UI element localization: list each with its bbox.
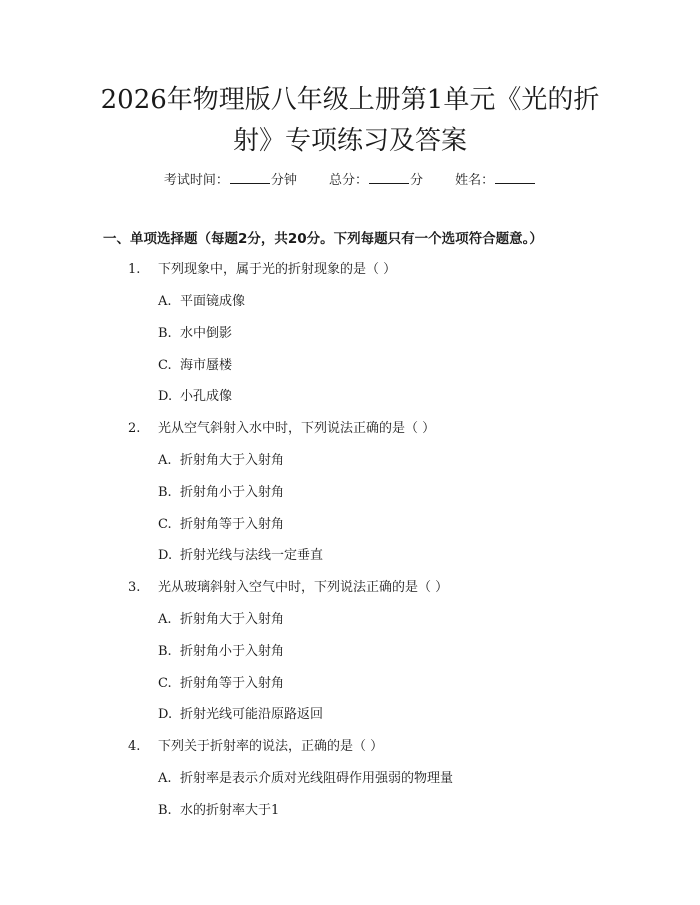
- option-4a: [158, 769, 453, 789]
- exam-time-unit: 分钟: [270, 173, 297, 188]
- option-text: 折射角小于入射角: [180, 644, 285, 659]
- exam-time-blank: [230, 171, 270, 184]
- student-name: [455, 171, 536, 190]
- option-letter: A.: [158, 294, 172, 309]
- document-title: [60, 80, 640, 162]
- total-score-blank: [369, 171, 409, 184]
- question-3: [128, 578, 448, 598]
- option-letter: B.: [158, 644, 172, 659]
- question-number: 2.: [128, 421, 141, 436]
- option-3d: [158, 705, 323, 725]
- question-text: 下列现象中，属于光的折射现象的是（ ）: [158, 262, 397, 277]
- option-letter: B.: [158, 803, 172, 818]
- section-heading: 一、单项选择题（每题2分，共20分。下列每题只有一个选项符合题意。）: [103, 231, 543, 247]
- option-letter: A.: [158, 453, 172, 468]
- question-text: 下列关于折射率的说法，正确的是（ ）: [158, 739, 384, 754]
- option-text: 折射光线与法线一定垂直: [180, 548, 324, 563]
- option-1d: [158, 387, 232, 407]
- option-text: 折射角小于入射角: [180, 485, 285, 500]
- option-2a: [158, 451, 284, 471]
- option-text: 水中倒影: [180, 326, 233, 341]
- total-score-label: 总分：: [328, 173, 368, 188]
- question-text: 光从玻璃斜射入空气中时，下列说法正确的是（ ）: [158, 580, 449, 595]
- option-1b: [158, 324, 232, 344]
- option-text: 折射角大于入射角: [180, 453, 285, 468]
- title-line-1: 2026年物理版八年级上册第1单元《光的折: [100, 85, 600, 115]
- option-text: 折射角大于入射角: [180, 612, 285, 627]
- option-4b: [158, 801, 279, 821]
- option-letter: C.: [158, 517, 172, 532]
- option-letter: D.: [158, 548, 173, 563]
- option-2b: [158, 483, 284, 503]
- option-3b: [158, 642, 284, 662]
- option-letter: D.: [158, 389, 173, 404]
- question-4: [128, 737, 383, 757]
- option-text: 水的折射率大于1: [180, 803, 280, 818]
- option-text: 海市蜃楼: [180, 358, 233, 373]
- option-letter: A.: [158, 771, 172, 786]
- exam-time-label: 考试时间：: [163, 173, 229, 188]
- student-name-blank: [495, 171, 535, 184]
- title-line-2: 射》专项练习及答案: [232, 126, 467, 156]
- option-text: 折射角等于入射角: [180, 676, 285, 691]
- question-number: 4.: [128, 739, 141, 754]
- total-score: [329, 171, 423, 190]
- option-text: 折射光线可能沿原路返回: [180, 707, 324, 722]
- total-score-unit: 分: [410, 173, 424, 188]
- question-number: 1.: [128, 262, 141, 277]
- question-number: 3.: [128, 580, 141, 595]
- exam-meta: [0, 171, 700, 190]
- student-name-label: 姓名：: [455, 173, 495, 188]
- option-1a: [158, 292, 245, 312]
- option-letter: A.: [158, 612, 172, 627]
- option-text: 折射角等于入射角: [180, 517, 285, 532]
- option-letter: C.: [158, 676, 172, 691]
- option-1c: [158, 356, 232, 376]
- option-3a: [158, 610, 284, 630]
- exam-time: [164, 171, 297, 190]
- question-1: [128, 260, 396, 280]
- question-text: 光从空气斜射入水中时，下列说法正确的是（ ）: [158, 421, 436, 436]
- option-2d: [158, 546, 323, 566]
- option-letter: C.: [158, 358, 172, 373]
- option-letter: D.: [158, 707, 173, 722]
- option-letter: B.: [158, 326, 172, 341]
- option-3c: [158, 674, 284, 694]
- option-text: 折射率是表示介质对光线阻碍作用强弱的物理量: [180, 771, 454, 786]
- option-2c: [158, 515, 284, 535]
- option-text: 平面镜成像: [180, 294, 246, 309]
- option-letter: B.: [158, 485, 172, 500]
- question-2: [128, 419, 435, 439]
- option-text: 小孔成像: [180, 389, 233, 404]
